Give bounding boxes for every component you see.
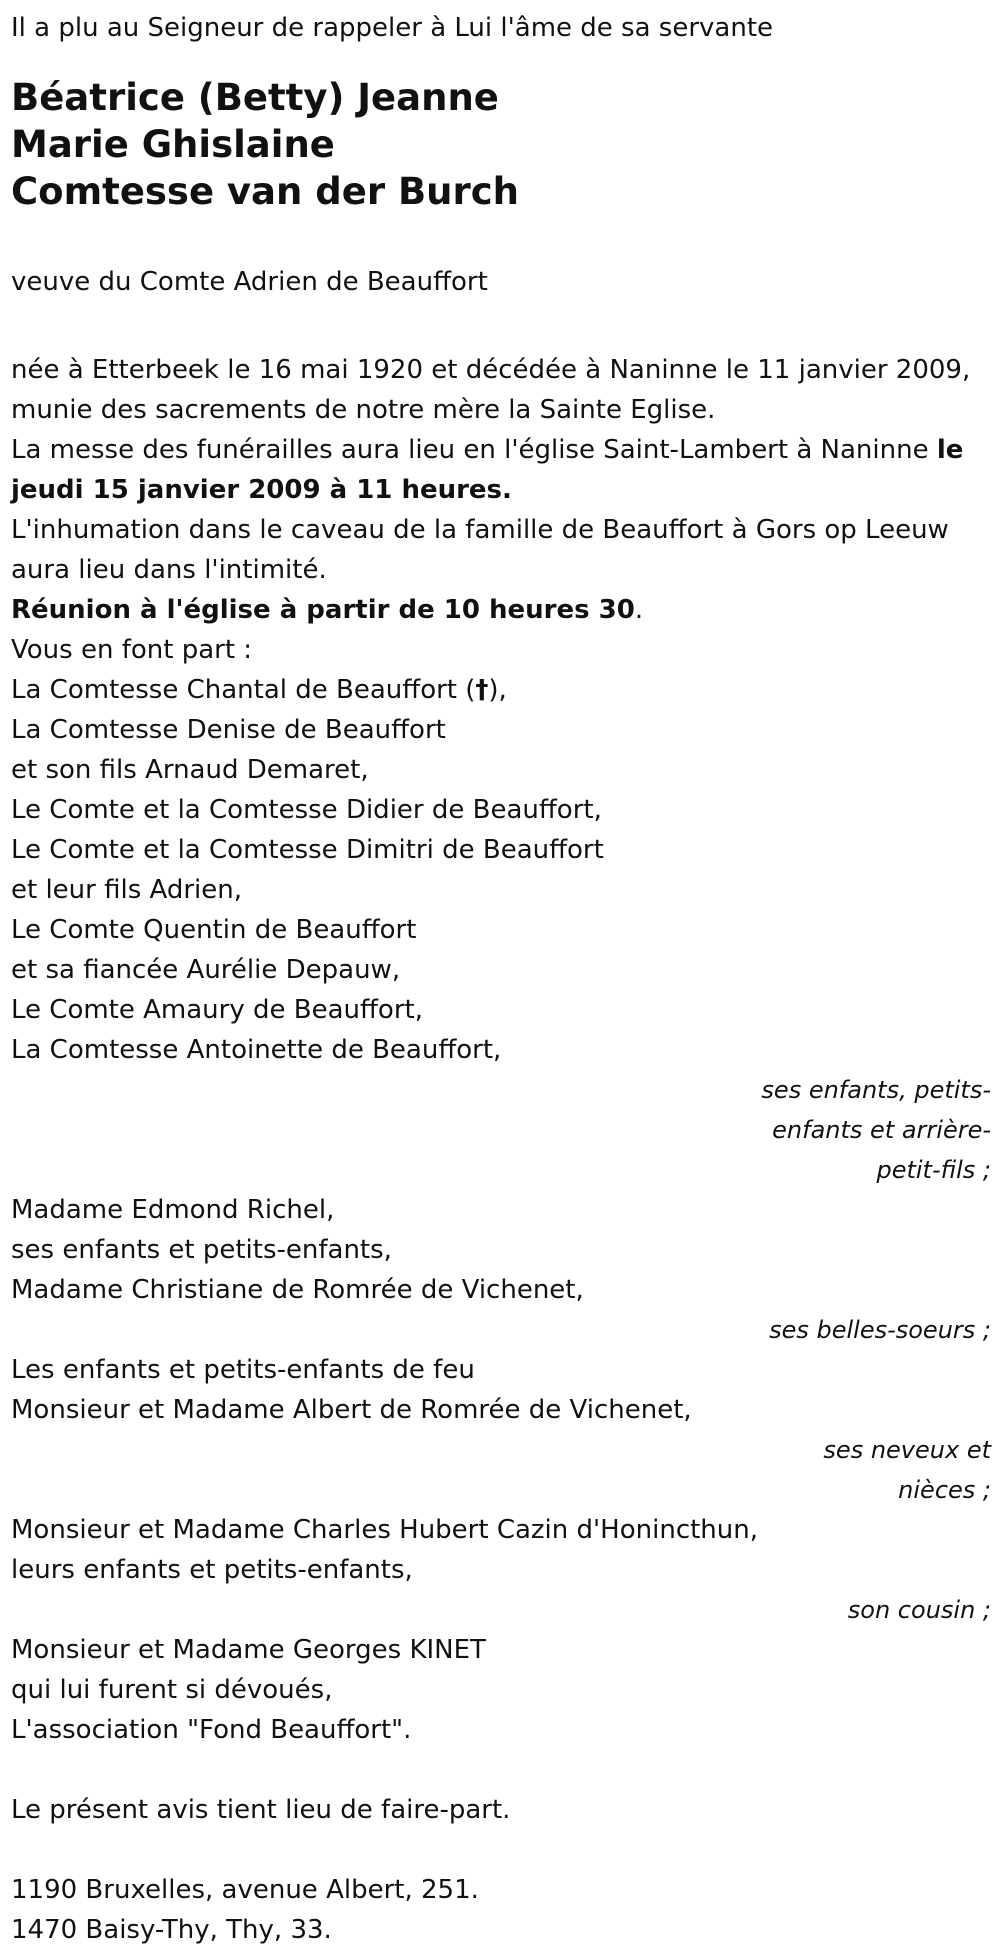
burial-line-2: aura lieu dans l'intimité.	[11, 555, 327, 585]
mass-bold-tail: le	[936, 435, 964, 465]
child-first-prefix: La Comtesse Chantal de Beauffort (	[11, 675, 476, 705]
burial-line-1: L'inhumation dans le caveau de la famille de Beauffort à Gors op Leeuw	[11, 515, 949, 545]
address-line: 1190 Bruxelles, avenue Albert, 251.	[11, 1875, 479, 1905]
burial-paragraph	[11, 510, 991, 590]
child-line: La Comtesse Denise de Beauffort	[11, 715, 446, 745]
reunion-line	[11, 590, 991, 630]
sister-line: Madame Edmond Richel,	[11, 1195, 335, 1225]
child-line: Le Comte et la Comtesse Didier de Beauffort,	[11, 795, 602, 825]
sisters-in-law-group	[11, 1190, 991, 1350]
birth-death-line-1: née à Etterbeek le 16 mai 1920 et décédée à Naninne le 11 janvier 2009,	[11, 355, 971, 385]
child-line: et sa fiancée Aurélie Depauw,	[11, 955, 401, 985]
other-line: L'association "Fond Beauffort".	[11, 1715, 412, 1745]
name-line-3: Comtesse van der Burch	[11, 170, 520, 213]
mass-text: La messe des funérailles aura lieu en l'église Saint-Lambert à Naninne	[11, 435, 937, 465]
children-relation-1: ses enfants, petits-	[761, 1076, 991, 1104]
child-line: La Comtesse Antoinette de Beauffort,	[11, 1035, 502, 1065]
cousin-line: leurs enfants et petits-enfants,	[11, 1555, 413, 1585]
nephews-group	[11, 1350, 991, 1510]
children-group	[11, 670, 991, 1190]
cousin-group	[11, 1510, 991, 1630]
name-line-1: Béatrice (Betty) Jeanne	[11, 76, 499, 119]
child-line: et leur fils Adrien,	[11, 875, 243, 905]
intro-text: Il a plu au Seigneur de rappeler à Lui l'âme de sa servante	[11, 13, 774, 43]
address-line: 1470 Baisy-Thy, Thy, 33.	[11, 1915, 332, 1945]
birth-death-paragraph	[11, 350, 991, 430]
nephew-line: Les enfants et petits-enfants de feu	[11, 1355, 475, 1385]
nephews-relation-2: nièces ;	[898, 1476, 991, 1504]
children-relation-3: petit-fils ;	[876, 1156, 991, 1184]
nephews-relation-1: ses neveux et	[823, 1436, 991, 1464]
other-line: Monsieur et Madame Georges KINET	[11, 1635, 486, 1665]
addresses	[11, 1870, 991, 1950]
mass-date: jeudi 15 janvier 2009 à 11 heures.	[11, 475, 512, 505]
cousin-line: Monsieur et Madame Charles Hubert Cazin d'Honincthun,	[11, 1515, 759, 1545]
others-group	[11, 1630, 991, 1750]
cousin-relation: son cousin ;	[847, 1596, 991, 1624]
children-relation-2: enfants et arrière-	[772, 1116, 991, 1144]
child-line: Le Comte et la Comtesse Dimitri de Beauffort	[11, 835, 604, 865]
sisters-relation: ses belles-soeurs ;	[769, 1316, 991, 1344]
other-line: qui lui furent si dévoués,	[11, 1675, 333, 1705]
announce-line: Vous en font part :	[11, 635, 253, 665]
deceased-name	[11, 74, 991, 215]
mass-paragraph	[11, 430, 991, 510]
child-line: et son fils Arnaud Demaret,	[11, 755, 369, 785]
widow-of: veuve du Comte Adrien de Beauffort	[11, 267, 488, 297]
nephew-line: Monsieur et Madame Albert de Romrée de Vichenet,	[11, 1395, 692, 1425]
child-line-first	[11, 670, 991, 710]
sister-line: Madame Christiane de Romrée de Vichenet,	[11, 1275, 584, 1305]
birth-death-line-2: munie des sacrements de notre mère la Sainte Eglise.	[11, 395, 716, 425]
sister-line: ses enfants et petits-enfants,	[11, 1235, 392, 1265]
child-first-suffix: ),	[488, 675, 507, 705]
child-line: Le Comte Quentin de Beauffort	[11, 915, 417, 945]
cross-icon: †	[475, 675, 489, 705]
reunion-bold: Réunion à l'église à partir de 10 heures 30	[11, 595, 635, 625]
notice-line: Le présent avis tient lieu de faire-part.	[11, 1795, 511, 1825]
child-line: Le Comte Amaury de Beauffort,	[11, 995, 423, 1025]
reunion-tail: .	[634, 595, 644, 625]
obituary-notice	[11, 8, 991, 1950]
name-line-2: Marie Ghislaine	[11, 123, 335, 166]
